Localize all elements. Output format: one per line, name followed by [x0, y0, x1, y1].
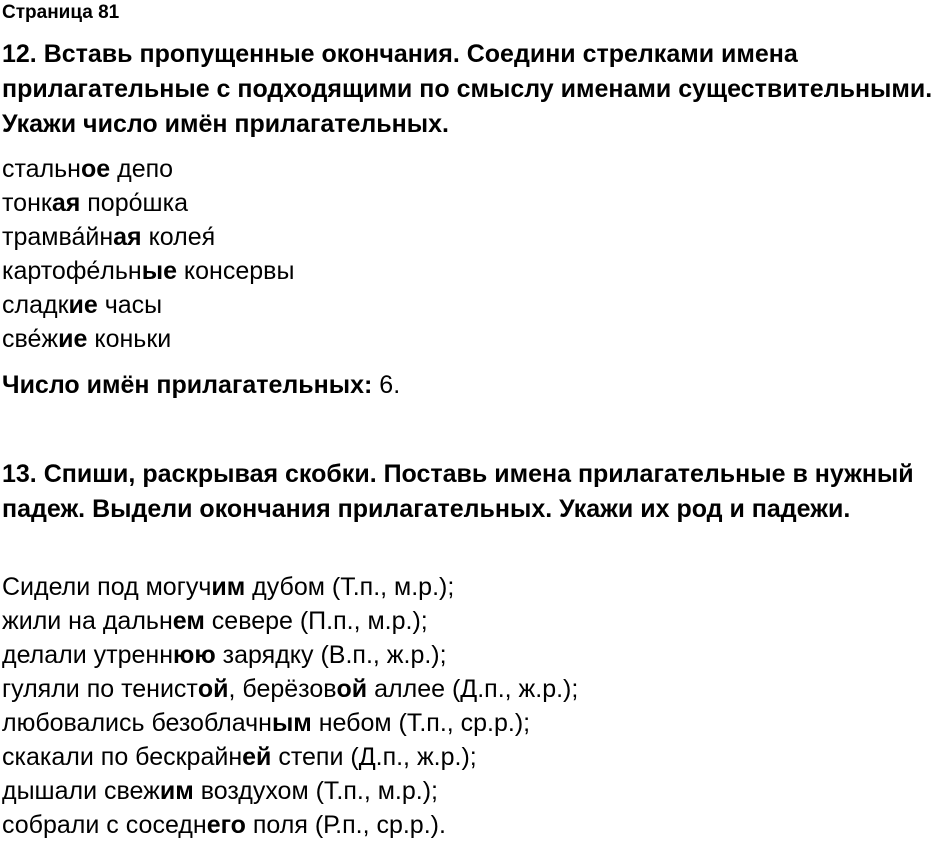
task13-line [2, 740, 947, 774]
line-text: , берёзов [228, 675, 337, 703]
task12-line: картофе́льные консервы [2, 257, 295, 285]
line-text: собрали с соседн [2, 811, 207, 839]
adjective-ending: ие [58, 325, 88, 353]
line-text: аллее (Д.п., ж.р.); [367, 675, 579, 703]
task12-line: трамва́йная колея́ [2, 223, 216, 251]
adjective-ending: ой [336, 675, 368, 703]
line-text: Сидели под могуч [2, 573, 212, 601]
line-text: поля (Р.п., ср.р.). [245, 811, 446, 839]
line-text: воздухом (Т.п., м.р.); [193, 777, 438, 805]
adjective-ending: ая [51, 189, 81, 217]
line-text: делали утренн [2, 641, 174, 669]
line-text: небом (Т.п., ср.р.); [311, 709, 531, 737]
adjective-ending: ей [242, 743, 272, 771]
adjective-ending: его [206, 811, 246, 839]
adjective-ending: ые [141, 257, 177, 285]
adjective-ending: им [211, 573, 246, 601]
adjective-ending: юю [173, 641, 216, 669]
task13-title: 13. Спиши, раскрывая скобки. Поставь имена прилагательные в нужный падеж. Выдели окончания прилагательных. Укажи их род и падежи. [2, 460, 914, 523]
line-text: дышали свеж [2, 777, 160, 805]
adjective-count [2, 368, 400, 402]
line-text: любовались безоблачн [2, 709, 272, 737]
line-text: дубом (Т.п., м.р.); [245, 573, 455, 601]
task12-line: тонкая поро́шка [2, 189, 188, 217]
page-header: Страница 81 [2, 2, 120, 23]
task13-line [2, 774, 947, 808]
task13-answer-list [2, 570, 947, 842]
line-text: зарядку (В.п., ж.р.); [215, 641, 447, 669]
adjective-ending: ой [197, 675, 229, 703]
line-text: гуляли по тенист [2, 675, 198, 703]
line-text: жили на дальн [2, 607, 173, 635]
adjective-ending: им [159, 777, 194, 805]
adjective-count-label: Число имён прилагательных: [2, 371, 373, 399]
task13-line [2, 808, 947, 842]
task12-line: стальное депо [2, 155, 174, 183]
task13-line [2, 672, 947, 706]
task12-title: 12. Вставь пропущенные окончания. Соедини стрелками имена прилагательные с подходящими по смыслу именами существительными. Укажи число имён прилагательных. [2, 40, 933, 138]
task13-line [2, 706, 947, 740]
task12-line: све́жие коньки [2, 325, 172, 353]
line-text: севере (П.п., м.р.); [204, 607, 428, 635]
adjective-count-value: 6. [372, 371, 401, 399]
task13-line [2, 570, 947, 604]
task12-answer-list [2, 152, 947, 356]
task12-line: сладкие часы [2, 291, 163, 319]
adjective-ending: ие [68, 291, 98, 319]
line-text: степи (Д.п., ж.р.); [271, 743, 477, 771]
adjective-ending: ое [81, 155, 111, 183]
adjective-ending: ая [113, 223, 142, 251]
adjective-ending: ем [172, 607, 205, 635]
adjective-ending: ым [271, 709, 312, 737]
task13-line [2, 604, 947, 638]
line-text: скакали по бескрайн [2, 743, 243, 771]
task13-line [2, 638, 947, 672]
